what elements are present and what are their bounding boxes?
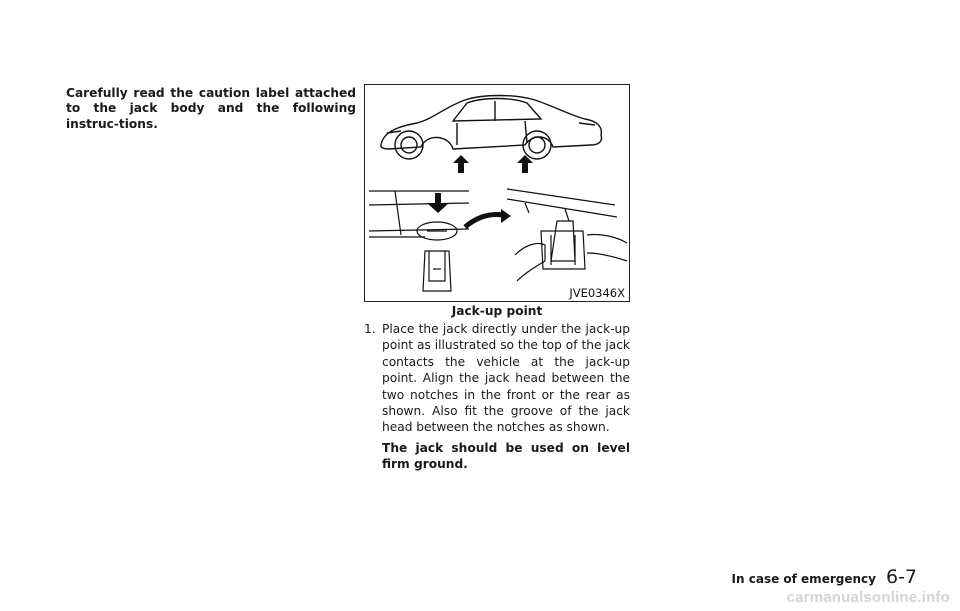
figure-code: JVE0346X [569,286,625,300]
jack-with-hands-illustration [507,189,627,281]
jack-up-illustration [365,85,631,303]
down-arrow-icon [427,193,449,213]
jack-point-arrow-icon [453,155,533,173]
step-1 [364,321,630,473]
page-footer [732,566,917,588]
intro-paragraph: Carefully read the caution label attached to the jack body and the following instruc-tions. [66,86,356,131]
curved-arrow-icon [465,215,503,228]
jack-up-point-figure [364,84,630,302]
car-side-illustration [381,96,602,160]
sill-detail-illustration [369,191,469,291]
step-note: The jack should be used on level firm ground. [382,440,630,472]
step-text: Place the jack directly under the jack-up point as illustrated so the top of the jack contacts the vehicle at the jack-up point. Align the jack head between the two notches in the front or the rear as shown. Also fit the groove of the jack head between the notches as shown. [382,322,630,435]
page-number: 6-7 [885,566,917,588]
figure-caption: Jack-up point [451,304,543,318]
watermark: carmanualsonline.info [786,589,950,606]
step-number: 1. [364,322,376,336]
section-title: In case of emergency [731,572,876,586]
